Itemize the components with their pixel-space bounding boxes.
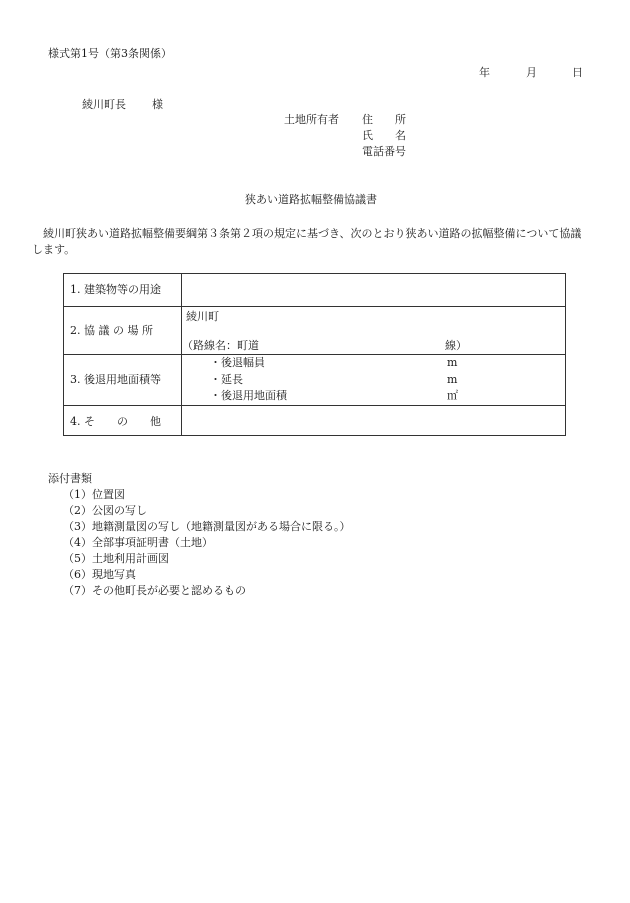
applicant-address-label: 住 所 (362, 113, 406, 126)
table-row-location (64, 307, 565, 355)
applicant-name-label: 氏 名 (362, 129, 406, 142)
table-row-other (64, 406, 565, 436)
date-day-label: 日 (572, 66, 583, 79)
table-label-cell (64, 307, 182, 354)
setback-value-cell (182, 355, 565, 405)
table-label-cell (64, 355, 182, 405)
table-row-setback (64, 355, 565, 406)
setback-width-label: ・後退幅員 (210, 356, 265, 369)
applicant-role: 土地所有者 (284, 113, 339, 126)
other-label: 4. そ の 他 (70, 415, 161, 428)
date-year-label: 年 (479, 66, 490, 79)
attachments-heading: 添付書類 (48, 472, 92, 485)
addressee-name: 綾川町長 (82, 98, 126, 111)
setback-length-unit: m (447, 373, 458, 386)
table-row-usage (64, 274, 565, 307)
attachment-item: （4）全部事項証明書（土地） (63, 536, 213, 549)
location-value-cell (182, 307, 565, 354)
usage-label: 1. 建築物等の用途 (70, 283, 161, 296)
usage-value-cell (182, 274, 565, 306)
attachment-item: （1）位置図 (63, 488, 125, 501)
table-label-cell (64, 406, 182, 436)
table-label-cell (64, 274, 182, 306)
attachment-item: （7）その他町長が必要と認めるもの (63, 584, 246, 597)
consultation-table (63, 273, 566, 436)
body-paragraph: 綾川町狭あい道路拡幅整備要綱第３条第２項の規定に基づき、次のとおり狭あい道路の拡幅整備について協議します。 (32, 227, 582, 256)
addressee-honorific: 様 (152, 98, 163, 111)
location-town: 綾川町 (186, 310, 219, 323)
setback-area-label: ・後退用地面積 (210, 389, 287, 402)
date-month-label: 月 (526, 66, 537, 79)
form-number-label: 様式第1号（第3条関係） (48, 47, 172, 60)
setback-length-label: ・延長 (210, 373, 243, 386)
location-label: 2. 協 議 の 場 所 (70, 324, 153, 337)
attachment-item: （2）公図の写し (63, 504, 147, 517)
applicant-phone-label: 電話番号 (362, 145, 406, 158)
document-title: 狭あい道路拡幅整備協議書 (245, 193, 377, 206)
other-value-cell (182, 406, 565, 436)
attachment-item: （5）土地利用計画図 (63, 552, 169, 565)
setback-width-unit: m (447, 356, 458, 369)
setback-area-unit: ㎡ (447, 389, 458, 402)
route-name-prefix: （路線名：町道 (182, 339, 259, 352)
attachment-item: （3）地籍測量図の写し（地籍測量図がある場合に限る。） (63, 520, 351, 533)
attachment-item: （6）現地写真 (63, 568, 136, 581)
route-name-suffix: 線） (445, 339, 467, 352)
setback-label: 3. 後退用地面積等 (70, 373, 161, 386)
